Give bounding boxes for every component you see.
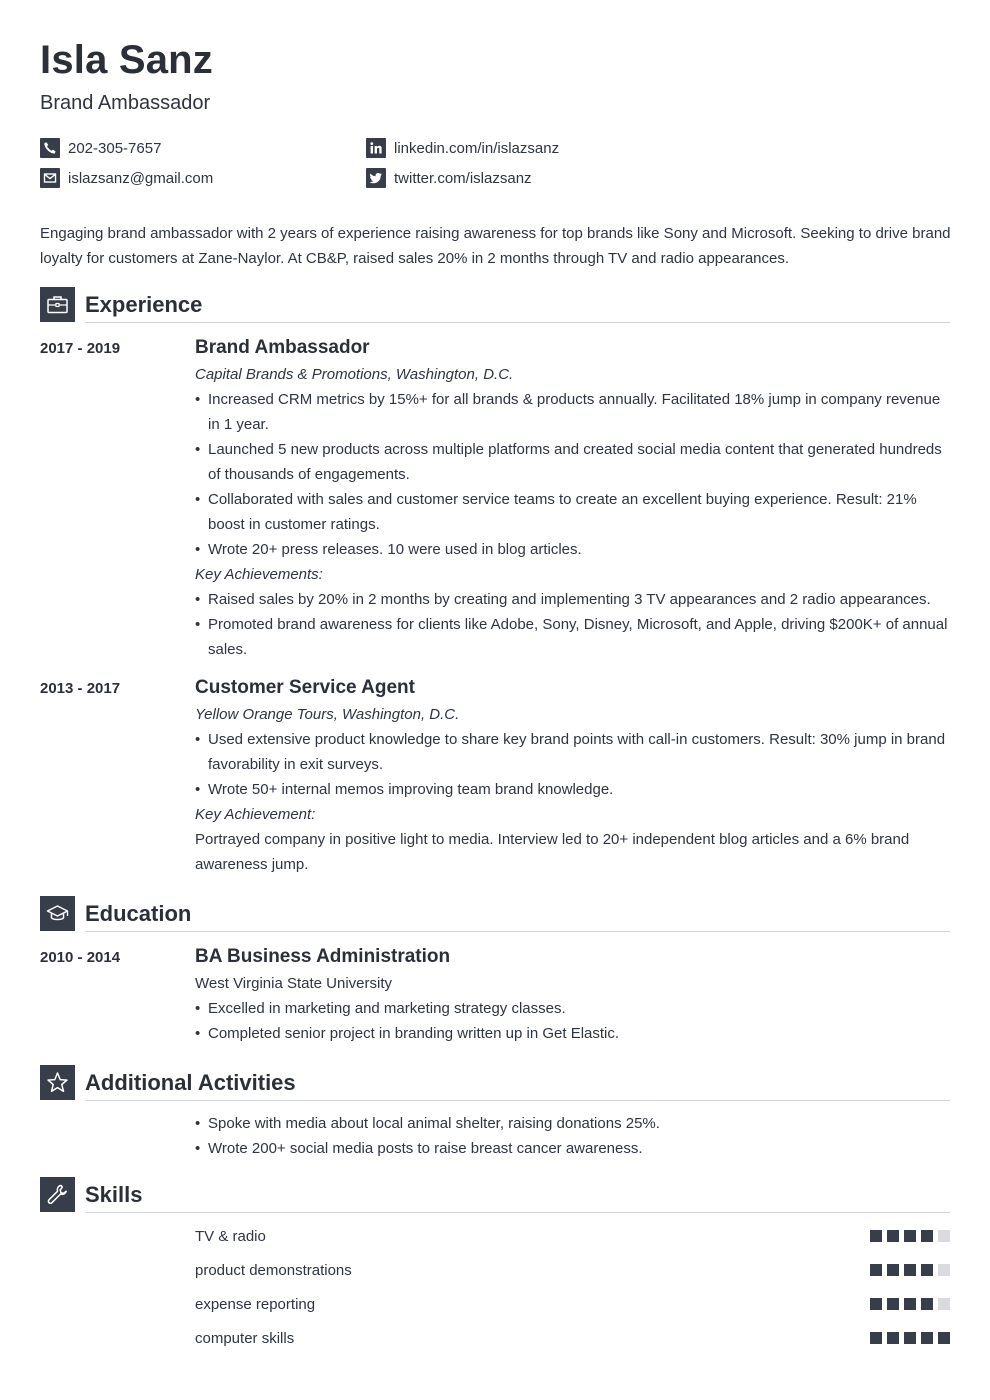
twitter-icon xyxy=(366,168,386,188)
skill-row xyxy=(195,1294,950,1314)
list-item: • Used extensive product knowledge to share key brand points with call-in customers. Result: 30% jump in brand favorability in exit surveys. xyxy=(195,727,950,777)
twitter-text[interactable]: twitter.com/islazsanz xyxy=(394,169,532,187)
section-divider xyxy=(85,931,950,932)
job-1-company: Capital Brands & Promotions, Washington, D.C. xyxy=(195,366,514,383)
contact-email xyxy=(40,168,213,188)
list-item: • Wrote 50+ internal memos improving team brand knowledge. xyxy=(195,777,950,802)
skill-dot-empty xyxy=(938,1230,950,1242)
list-item: • Excelled in marketing and marketing strategy classes. xyxy=(195,996,950,1021)
education-dates: 2010 - 2014 xyxy=(40,949,121,966)
skill-name: TV & radio xyxy=(195,1227,266,1245)
phone-text[interactable]: 202-305-7657 xyxy=(68,139,162,157)
education-bullets xyxy=(195,996,950,1046)
envelope-icon xyxy=(40,168,60,188)
skills-section-header xyxy=(40,1177,950,1213)
linkedin-text[interactable]: linkedin.com/in/islazsanz xyxy=(394,139,560,157)
skill-dot-filled xyxy=(904,1264,916,1276)
skill-rating xyxy=(870,1230,950,1242)
list-item: • Promoted brand awareness for clients like Adobe, Sony, Disney, Microsoft, and Apple, driving $200K+ of annual sales. xyxy=(195,612,950,662)
star-icon xyxy=(40,1065,75,1100)
skill-dot-filled xyxy=(921,1298,933,1310)
email-text[interactable]: islazsanz@gmail.com xyxy=(68,169,214,187)
list-item: • Wrote 200+ social media posts to raise breast cancer awareness. xyxy=(195,1136,950,1161)
skill-dot-filled xyxy=(904,1230,916,1242)
skill-dot-filled xyxy=(938,1332,950,1344)
education-entry xyxy=(195,946,950,1046)
list-item: • Raised sales by 20% in 2 months by creating and implementing 3 TV appearances and 2 radio appearances. xyxy=(195,587,950,612)
skill-rating xyxy=(870,1298,950,1310)
experience-section-header xyxy=(40,287,950,323)
skill-dot-filled xyxy=(887,1230,899,1242)
skill-row xyxy=(195,1260,950,1280)
skill-dot-filled xyxy=(921,1332,933,1344)
job-2-entry xyxy=(195,677,950,877)
section-divider xyxy=(85,1212,950,1213)
skill-name: expense reporting xyxy=(195,1295,316,1313)
skills-section-title: Skills xyxy=(85,1182,143,1207)
skill-dot-filled xyxy=(887,1298,899,1310)
job-2-achievement-text: Portrayed company in positive light to media. Interview led to 20+ independent blog articles and a 6% brand awareness jump. xyxy=(195,831,910,873)
activities-section-header xyxy=(40,1065,950,1101)
skill-rating xyxy=(870,1264,950,1276)
skill-dot-filled xyxy=(904,1298,916,1310)
section-divider xyxy=(85,322,950,323)
graduation-cap-icon xyxy=(40,896,75,931)
education-section-title: Education xyxy=(85,901,192,926)
education-degree: BA Business Administration xyxy=(195,946,451,967)
list-item: • Increased CRM metrics by 15%+ for all brands & products annually. Facilitated 18% jump in company revenue in 1 year. xyxy=(195,387,950,437)
skill-dot-filled xyxy=(870,1298,882,1310)
list-item: • Collaborated with sales and customer service teams to create an excellent buying experience. Result: 21% boost in customer ratings. xyxy=(195,487,950,537)
briefcase-icon xyxy=(40,287,75,322)
job-1-dates: 2017 - 2019 xyxy=(40,340,121,357)
skill-dot-filled xyxy=(921,1230,933,1242)
wrench-icon xyxy=(40,1177,75,1212)
contact-linkedin xyxy=(366,138,559,158)
section-divider xyxy=(85,1100,950,1101)
job-1-achievements-label: Key Achievements: xyxy=(195,566,323,583)
education-school: West Virginia State University xyxy=(195,975,393,992)
job-1-role: Brand Ambassador xyxy=(195,337,370,358)
list-item: • Completed senior project in branding written up in Get Elastic. xyxy=(195,1021,950,1046)
list-item: • Wrote 20+ press releases. 10 were used in blog articles. xyxy=(195,537,950,562)
skill-row xyxy=(195,1328,950,1348)
job-2-dates: 2013 - 2017 xyxy=(40,680,121,697)
skill-dot-filled xyxy=(904,1332,916,1344)
list-item: • Spoke with media about local animal shelter, raising donations 25%. xyxy=(195,1111,950,1136)
skill-dot-empty xyxy=(938,1264,950,1276)
skill-name: computer skills xyxy=(195,1329,295,1347)
summary-paragraph: Engaging brand ambassador with 2 years of experience raising awareness for top brands like Sony and Microsoft. Seeking to drive brand loyalty for customers at Zane-Naylor. At CB&P, raised sales 20% in 2 months through TV and radio appearances. xyxy=(40,225,951,267)
job-1-achievements xyxy=(195,587,950,662)
skill-rating xyxy=(870,1332,950,1344)
list-item: • Launched 5 new products across multiple platforms and created social media content that generated hundreds of thousands of engagements. xyxy=(195,437,950,487)
candidate-title: Brand Ambassador xyxy=(40,92,211,114)
phone-icon xyxy=(40,138,60,158)
skill-dot-filled xyxy=(887,1264,899,1276)
candidate-name: Isla Sanz xyxy=(40,38,213,82)
contact-phone xyxy=(40,138,161,158)
experience-section-title: Experience xyxy=(85,292,203,317)
job-2-bullets xyxy=(195,727,950,802)
job-2-role: Customer Service Agent xyxy=(195,677,415,698)
skill-dot-filled xyxy=(870,1332,882,1344)
activities-bullets xyxy=(195,1111,950,1161)
skill-dot-filled xyxy=(921,1264,933,1276)
skill-dot-filled xyxy=(870,1230,882,1242)
activities-entry xyxy=(195,1111,950,1161)
skill-dot-filled xyxy=(870,1264,882,1276)
skill-dot-empty xyxy=(938,1298,950,1310)
linkedin-icon xyxy=(366,138,386,158)
skill-row xyxy=(195,1226,950,1246)
job-2-company: Yellow Orange Tours, Washington, D.C. xyxy=(195,706,460,723)
activities-section-title: Additional Activities xyxy=(85,1070,296,1095)
skill-name: product demonstrations xyxy=(195,1261,352,1279)
education-section-header xyxy=(40,896,950,932)
job-1-entry xyxy=(195,337,950,662)
job-2-achievements-label: Key Achievement: xyxy=(195,806,316,823)
skill-dot-filled xyxy=(887,1332,899,1344)
contact-twitter xyxy=(366,168,532,188)
job-1-bullets xyxy=(195,387,950,562)
